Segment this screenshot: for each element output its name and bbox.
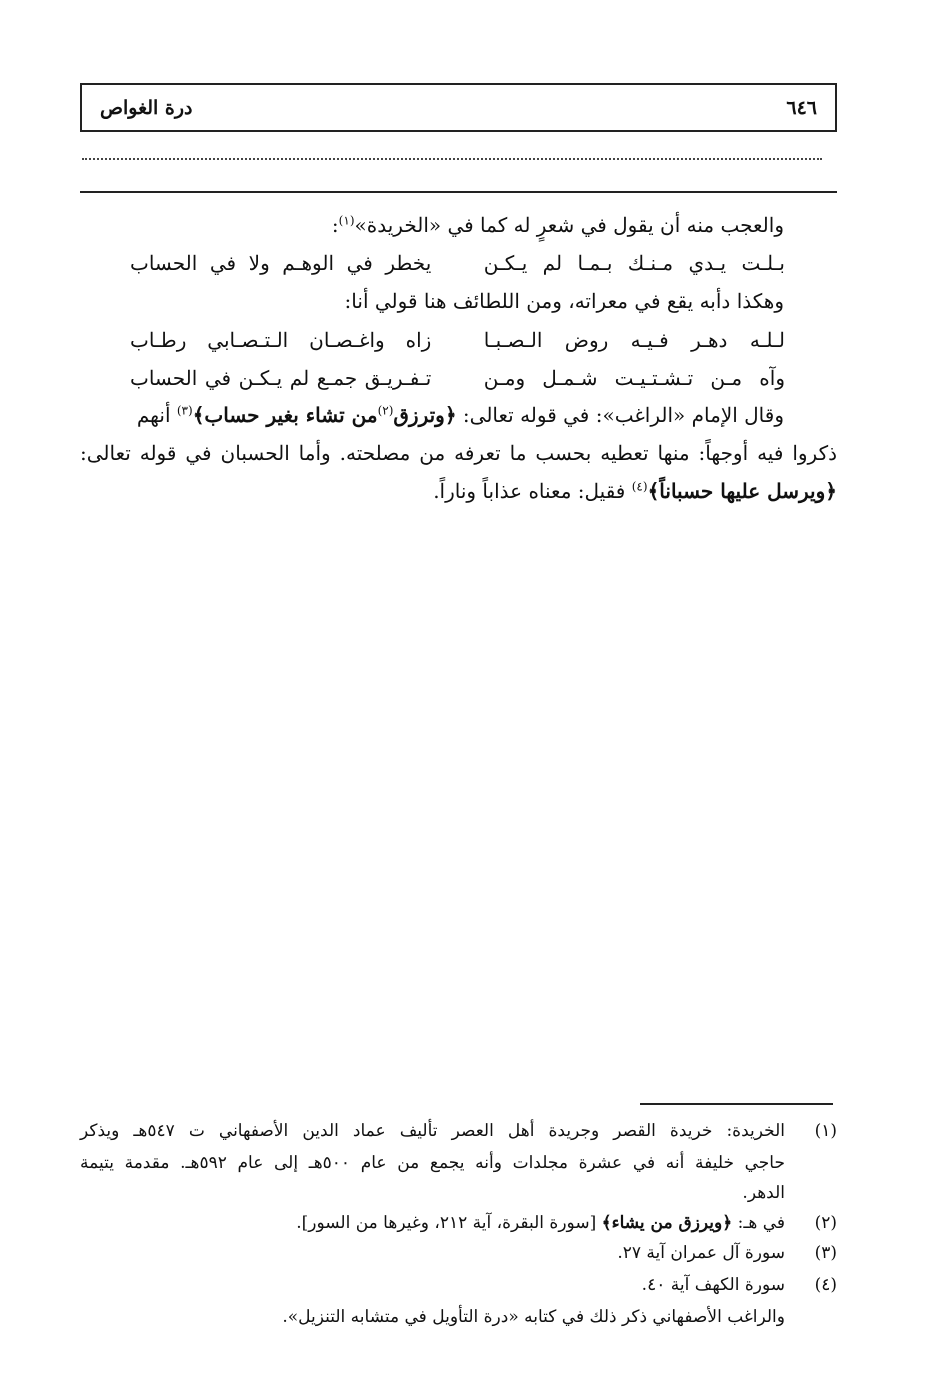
quran-quote-1b: من تشاء بغير حساب﴾: [192, 403, 378, 427]
dotted-separator: [82, 148, 822, 160]
footnote-1-line-3: الدهر.: [742, 1183, 785, 1203]
body-line-4: ذكروا فيه أوجهاً: منها تعطيه بحسب ما تعرفه من مصلحته. وأما الحسبان في قوله تعالى:: [80, 441, 837, 465]
footnote-2-quote: ﴿ويرزق من يشاء﴾: [601, 1213, 733, 1233]
verse-2-first-hemistich: لـلـه دهـر فـيـه روض الـصـبـا: [483, 328, 785, 352]
footnote-ref-3[interactable]: (٣): [176, 403, 193, 418]
verse-3-second-hemistich: تـفـريـق جمـع لم يـكـن في الحساب: [130, 366, 432, 390]
footnote-1-line-2: حاجي خليفة أنه في عشرة مجلدات وأنه يجمع من عام ٥٠٠هـ إلى عام ٥٩٢هـ. مقدمة يتيمة: [80, 1153, 785, 1173]
quran-quote-2: ﴿ويرسل عليها حسباناً﴾: [647, 479, 837, 503]
verse-1-first-hemistich: بـلـت يـدي مـنـك بـمـا لم يـكـن: [483, 251, 785, 275]
verse-2-second-hemistich: زاه واغـصـان الـتـصـابي رطـاب: [130, 328, 432, 352]
running-header: [80, 83, 837, 132]
footnote-1-number: (١): [814, 1121, 837, 1141]
body-line-5: ﴿ويرسل عليها حسباناً﴾$^{(٤)}$ فقيل: معناه عذاباً وناراً.: [433, 479, 837, 503]
verse-3-first-hemistich: وآه مـن تـشـتـيـت شـمـل ومـن: [483, 366, 785, 390]
book-title: درة الغواص: [100, 96, 193, 119]
footnote-4-number: (٤): [814, 1275, 837, 1295]
footnote-ref-1[interactable]: (١): [338, 213, 355, 228]
footnote-3-text: سورة آل عمران آية ٢٧.: [617, 1243, 785, 1263]
footnote-1-line-1: الخريدة: خريدة القصر وجريدة أهل العصر تأليف عماد الدين الأصفهاني ت ٥٤٧هـ ويذكر: [80, 1121, 785, 1141]
body-line-1: والعجب منه أن يقول في شعرٍ له كما في «الخريدة»$^{(١)}$:: [331, 213, 784, 237]
body-line-2: وهكذا دأبه يقع في معراته، ومن اللطائف هنا قولي أنا:: [344, 289, 784, 313]
footnote-rule: [640, 1103, 833, 1105]
verse-1-second-hemistich: يخطر في الوهـم ولا في الحساب: [130, 251, 432, 275]
footnote-ref-2[interactable]: (٢): [377, 403, 394, 418]
body-line-3: وقال الإمام «الراغب»: في قوله تعالى: ﴿وترزق$^{(٢)}$من تشاء بغير حساب﴾$^{(٣)}$ أنهم: [136, 403, 784, 427]
footnote-4-continuation: والراغب الأصفهاني ذكر ذلك في كتابه «درة التأويل في متشابه التنزيل».: [282, 1307, 785, 1327]
footnote-4-text: سورة الكهف آية ٤٠.: [641, 1275, 785, 1295]
footnote-ref-4[interactable]: (٤): [631, 479, 648, 494]
footnote-2-number: (٢): [814, 1213, 837, 1233]
verse-2: [130, 323, 785, 357]
verse-3: [130, 361, 785, 395]
quran-quote-1a: ﴿وترزق: [393, 403, 457, 427]
footnote-2-text: في هـ: ﴿ويرزق من يشاء﴾ [سورة البقرة، آية ٢١٢، وغيرها من السور].: [296, 1213, 785, 1233]
footnote-3-number: (٣): [814, 1243, 837, 1263]
page-number: ٦٤٦: [786, 96, 817, 119]
verse-1: [130, 246, 785, 280]
header-rule: [80, 191, 837, 193]
